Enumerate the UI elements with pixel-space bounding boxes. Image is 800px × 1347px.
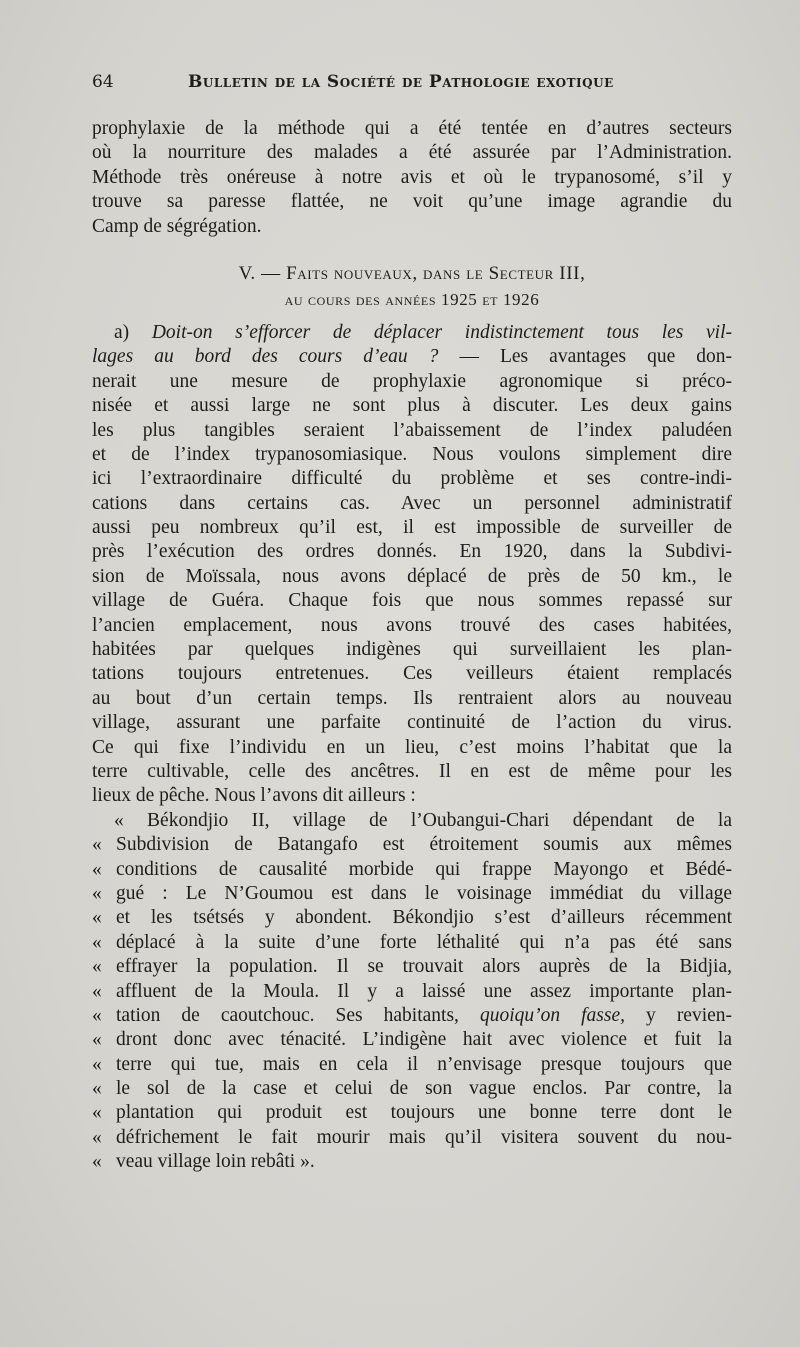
question-line-rest: — Les avantages que don- [459, 346, 732, 368]
text-line: prophylaxie de la méthode qui a été tentée en d’autres secteurs [92, 118, 732, 139]
quote-text: affluent de la Moula. Il y a laissé une assez importante plan- [116, 980, 732, 1002]
quote-mark: « [92, 907, 102, 929]
text-line: les plus tangibles seraient l’abaissement de l’index paludéen [92, 419, 732, 441]
quote-italic-text: quoiqu’on fasse, [479, 1004, 626, 1026]
quote-line [92, 1150, 732, 1174]
quote-line [92, 1101, 732, 1125]
quote-text: terre qui tue, mais en cela il n’envisage presque toujours que [116, 1053, 732, 1075]
quote-mark: « [92, 1004, 102, 1026]
quote-mark: « [92, 1029, 102, 1051]
quote-text: tation de caoutchouc. Ses habitants, [116, 1004, 459, 1026]
quote-line [92, 1126, 732, 1150]
text-line: aussi peu nombreux qu’il est, il est impossible de surveiller de [92, 517, 732, 539]
body-text [92, 117, 732, 1175]
paragraph-a [92, 321, 732, 809]
quote-text: gué : Le N’Goumou est dans le voisinage immédiat du village [116, 882, 732, 904]
paragraph-label: a) [114, 321, 130, 343]
text-line: près l’exécution des ordres donnés. En 1920, dans la Subdivi- [92, 541, 732, 563]
quote-line [92, 931, 732, 955]
quote-text: plantation qui produit est toujours une bonne terre dont le [116, 1102, 732, 1124]
quote-line [92, 882, 732, 906]
quote-text: conditions de causalité morbide qui frappe Mayongo et Bédé- [116, 858, 732, 880]
text-line: cations dans certains cas. Avec un personnel administratif [92, 492, 732, 514]
text-line: terre cultivable, celle des ancêtres. Il en est de même pour les [92, 760, 732, 782]
quote-mark: « [92, 858, 102, 880]
text-line: village de Guéra. Chaque fois que nous sommes repassé sur [92, 590, 732, 612]
text-line: l’ancien emplacement, nous avons trouvé des cases habitées, [92, 614, 732, 636]
text-line: village, assurant une parfaite continuité de l’action du virus. [92, 712, 732, 734]
question-text-2: lages au bord des cours d’eau ? [92, 346, 439, 368]
quote-line [92, 906, 732, 930]
quote-text: Subdivision de Batangafo est étroitement soumis aux mêmes [116, 834, 732, 856]
quote-line [92, 1077, 732, 1101]
text-line: Ce qui fixe l’individu en un lieu, c’est moins l’habitat que la [92, 736, 732, 758]
text-line: et de l’index trypanosomiasique. Nous voulons simplement dire [92, 443, 732, 465]
question-text-1: Doit-on s’efforcer de déplacer indistinctement tous les vil- [151, 321, 733, 343]
quote-text: et les tsétsés y abondent. Békondjio s’est d’ailleurs récemment [116, 907, 732, 929]
quote-text: défrichement le fait mourir mais qu’il visitera souvent du nou- [116, 1126, 732, 1148]
quote-text: y revien- [646, 1004, 733, 1026]
quote-line [92, 1004, 732, 1028]
text-line: au bout d’un certain temps. Ils rentraient alors au nouveau [92, 687, 732, 709]
text-line: où la nourriture des malades a été assurée par l’Administration. [92, 142, 732, 164]
quote-text: dront donc avec ténacité. L’indigène hait avec violence et fuit la [116, 1029, 732, 1051]
text-line: lieux de pêche. Nous l’avons dit ailleurs : [92, 785, 416, 807]
quote-line [92, 1028, 732, 1052]
quote-text: veau village loin rebâti ». [116, 1151, 315, 1173]
quote-mark: « [92, 956, 102, 978]
question-line-1 [92, 321, 732, 345]
quote-mark: « [92, 1151, 102, 1173]
section-heading: V. — Faits nouveaux, dans le Secteur III, [238, 262, 586, 284]
text-line: tations toujours entretenues. Ces veilleurs étaient remplacés [92, 663, 732, 685]
text-line: Méthode très onéreuse à notre avis et où le trypanosomé, s’il y [92, 166, 732, 188]
quote-mark: « [92, 1053, 102, 1075]
quote-line [92, 858, 732, 882]
page-header [92, 72, 732, 102]
text-line: habitées par quelques indigènes qui surveillaient les plan- [92, 639, 732, 661]
quote-text: le sol de la case et celui de son vague enclos. Par contre, la [116, 1078, 732, 1100]
running-title: Bulletin de la Société de Pathologie exotique [188, 72, 614, 92]
quote-mark: « [92, 931, 102, 953]
quote-mark: « [92, 834, 102, 856]
quote-line [92, 980, 732, 1004]
quote-mark: « [92, 1126, 102, 1148]
page-number: 64 [92, 72, 114, 92]
quote-line: « Békondjio II, village de l’Oubangui-Chari dépendant de la [114, 809, 732, 831]
quotation [92, 809, 732, 1175]
text-line: trouve sa paresse flattée, ne voit qu’une image agrandie du [92, 191, 732, 213]
question-line-2 [92, 345, 732, 369]
quote-mark: « [92, 882, 102, 904]
quote-mark: « [92, 1102, 102, 1124]
intro-paragraph [92, 117, 732, 239]
quote-mark: « [92, 980, 102, 1002]
text-line: nerait une mesure de prophylaxie agronomique si préco- [92, 370, 732, 392]
quote-line [92, 955, 732, 979]
text-line: nisée et aussi large ne sont plus à discuter. Les deux gains [92, 395, 732, 417]
quote-line [92, 1053, 732, 1077]
text-line: ici l’extraordinaire difficulté du problème et ses contre-indi- [92, 468, 732, 490]
quote-mark: « [92, 1078, 102, 1100]
quote-text: déplacé à la suite d’une forte léthalité qui n’a pas été sans [116, 931, 732, 953]
section-subheading: au cours des années 1925 et 1926 [284, 289, 540, 309]
text-line: Camp de ségrégation. [92, 215, 262, 237]
quote-text: effrayer la population. Il se trouvait alors auprès de la Bidjia, [116, 956, 732, 978]
quote-line [92, 833, 732, 857]
text-line: sion de Moïssala, nous avons déplacé de près de 50 km., le [92, 565, 732, 587]
